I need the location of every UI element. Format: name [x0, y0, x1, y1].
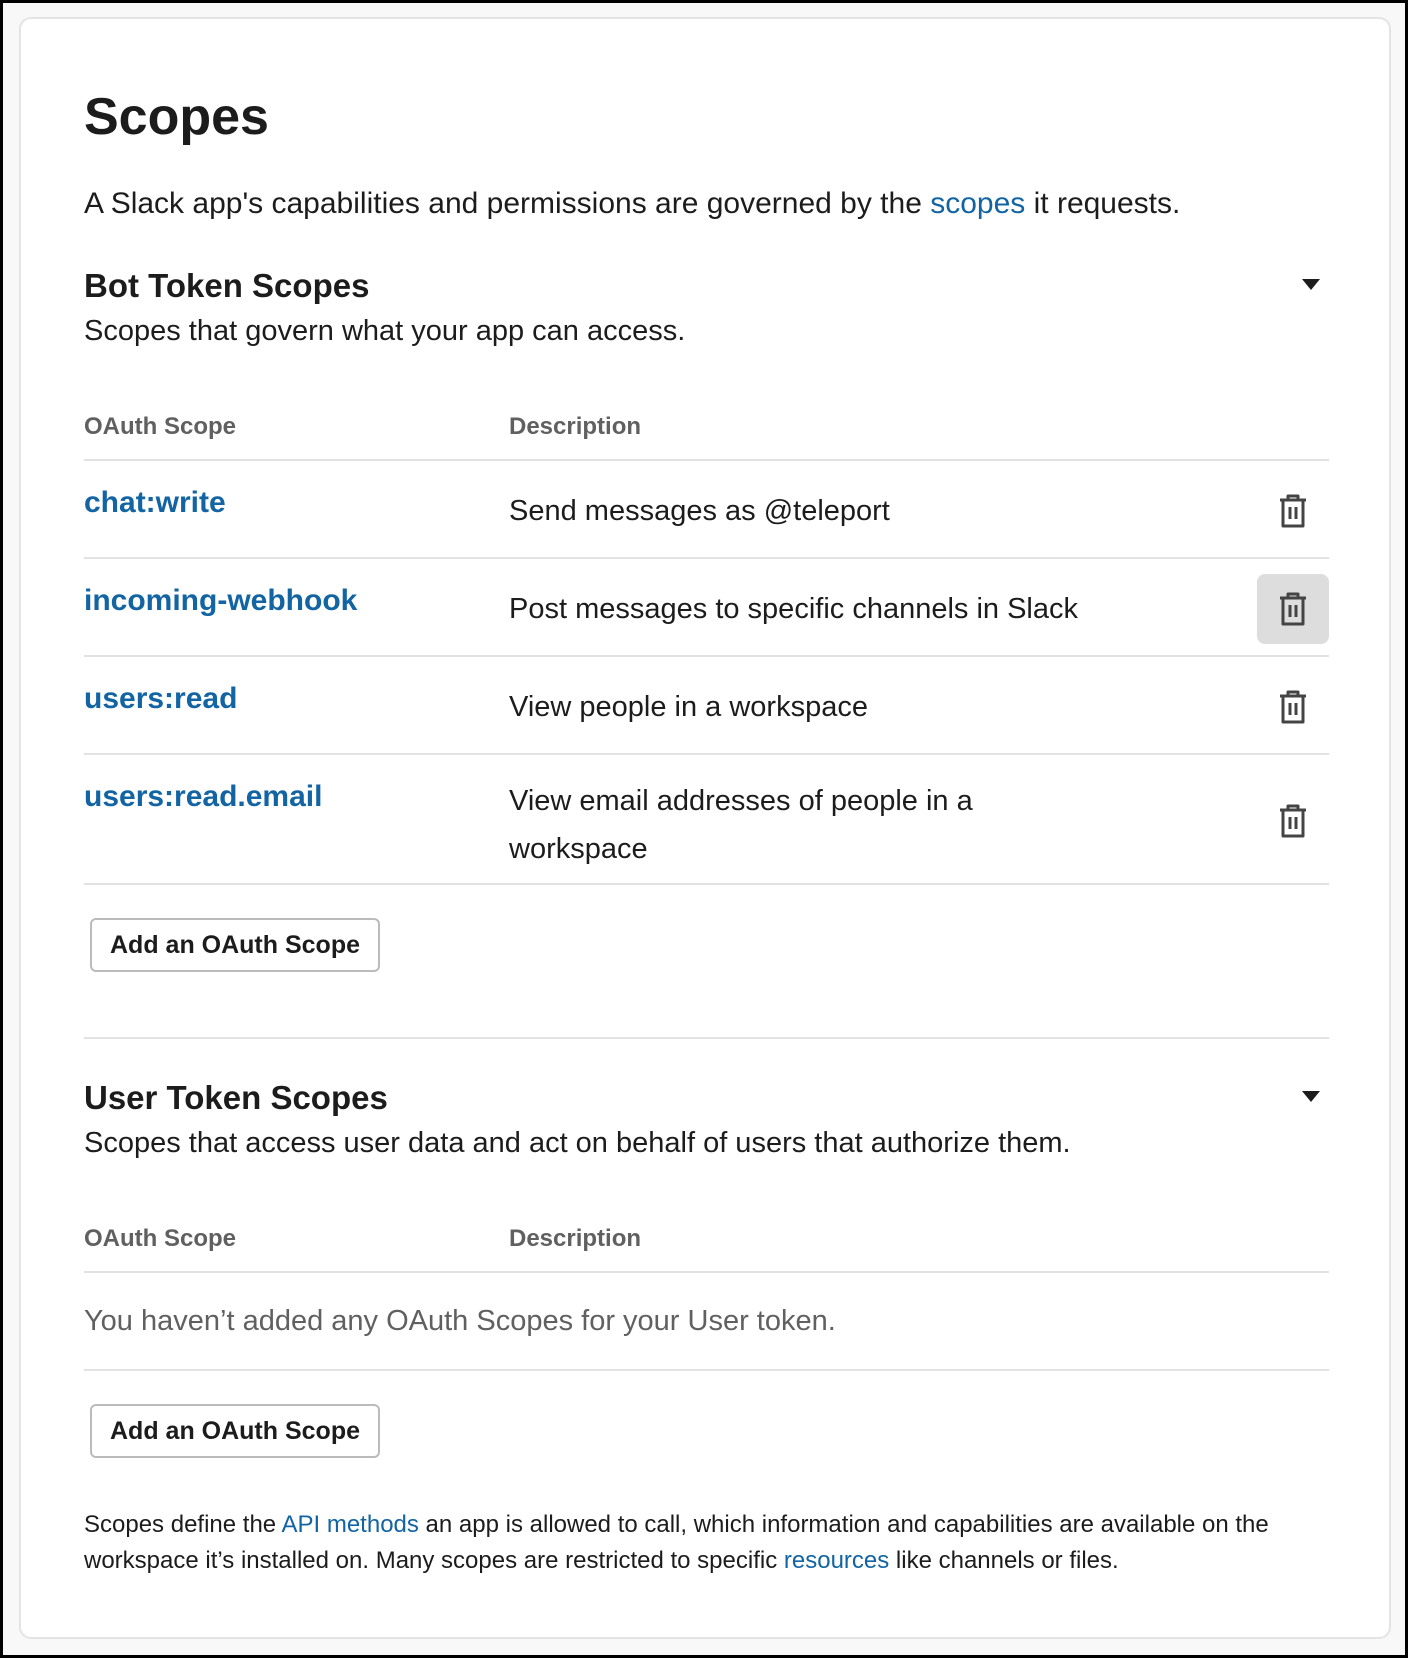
col-header-description: Description: [509, 1225, 642, 1252]
scope-name[interactable]: users:read.email: [84, 780, 323, 813]
trash-icon: [1278, 689, 1308, 725]
delete-scope-button[interactable]: [1257, 672, 1329, 742]
bot-token-subtitle: Scopes that govern what your app can access.: [84, 315, 686, 347]
trash-icon: [1278, 591, 1308, 627]
divider: [84, 1271, 1329, 1273]
delete-scope-button[interactable]: [1257, 476, 1329, 546]
scope-description: View people in a workspace: [509, 691, 868, 723]
section-divider: [84, 1037, 1329, 1039]
scope-name[interactable]: incoming-webhook: [84, 584, 358, 617]
intro-before: A Slack app's capabilities and permissions are governed by the: [84, 187, 931, 220]
scope-name[interactable]: users:read: [84, 682, 238, 715]
footer-text: [84, 1507, 1334, 1579]
footer-t2: an app is allowed to call, which information and capabilities are available on the workspace it’s installed on. Many scopes are restricted to specific: [84, 1511, 1269, 1574]
footer-t1: Scopes define the: [84, 1511, 282, 1538]
user-token-heading: User Token Scopes: [84, 1079, 388, 1116]
trash-icon: [1278, 493, 1308, 529]
scope-description: View email addresses of people in a workspace: [509, 785, 973, 865]
divider: [84, 753, 1329, 755]
scopes-card: [19, 17, 1391, 1639]
page-background: [3, 3, 1405, 1655]
divider: [84, 459, 1329, 461]
bot-token-heading: Bot Token Scopes: [84, 267, 370, 304]
add-bot-oauth-scope-button[interactable]: Add an OAuth Scope: [90, 918, 380, 972]
add-user-oauth-scope-button[interactable]: Add an OAuth Scope: [90, 1404, 380, 1458]
scope-description: Send messages as @teleport: [509, 495, 890, 527]
collapse-bot-triangle-icon[interactable]: [1302, 279, 1320, 290]
divider: [84, 1369, 1329, 1371]
scopes-link[interactable]: scopes: [930, 187, 1026, 220]
scope-name[interactable]: chat:write: [84, 486, 226, 519]
footer-t3: like channels or files.: [889, 1547, 1119, 1574]
api-methods-link[interactable]: API methods: [281, 1511, 419, 1538]
divider: [84, 883, 1329, 885]
resources-link[interactable]: resources: [783, 1547, 890, 1574]
delete-scope-button[interactable]: [1257, 786, 1329, 856]
intro-after: it requests.: [1025, 187, 1181, 220]
col-header-description: Description: [509, 413, 642, 440]
delete-scope-button[interactable]: [1257, 574, 1329, 644]
col-header-scope: OAuth Scope: [84, 413, 237, 440]
scope-description: Post messages to specific channels in Slack: [509, 593, 1078, 625]
trash-icon: [1278, 803, 1308, 839]
divider: [84, 655, 1329, 657]
intro-text: [84, 187, 1180, 221]
page-title: Scopes: [84, 88, 269, 146]
collapse-user-triangle-icon[interactable]: [1302, 1091, 1320, 1102]
divider: [84, 557, 1329, 559]
col-header-scope: OAuth Scope: [84, 1225, 237, 1252]
user-token-subtitle: Scopes that access user data and act on behalf of users that authorize them.: [84, 1127, 1071, 1159]
empty-scopes-message: You haven’t added any OAuth Scopes for your User token.: [84, 1305, 836, 1337]
